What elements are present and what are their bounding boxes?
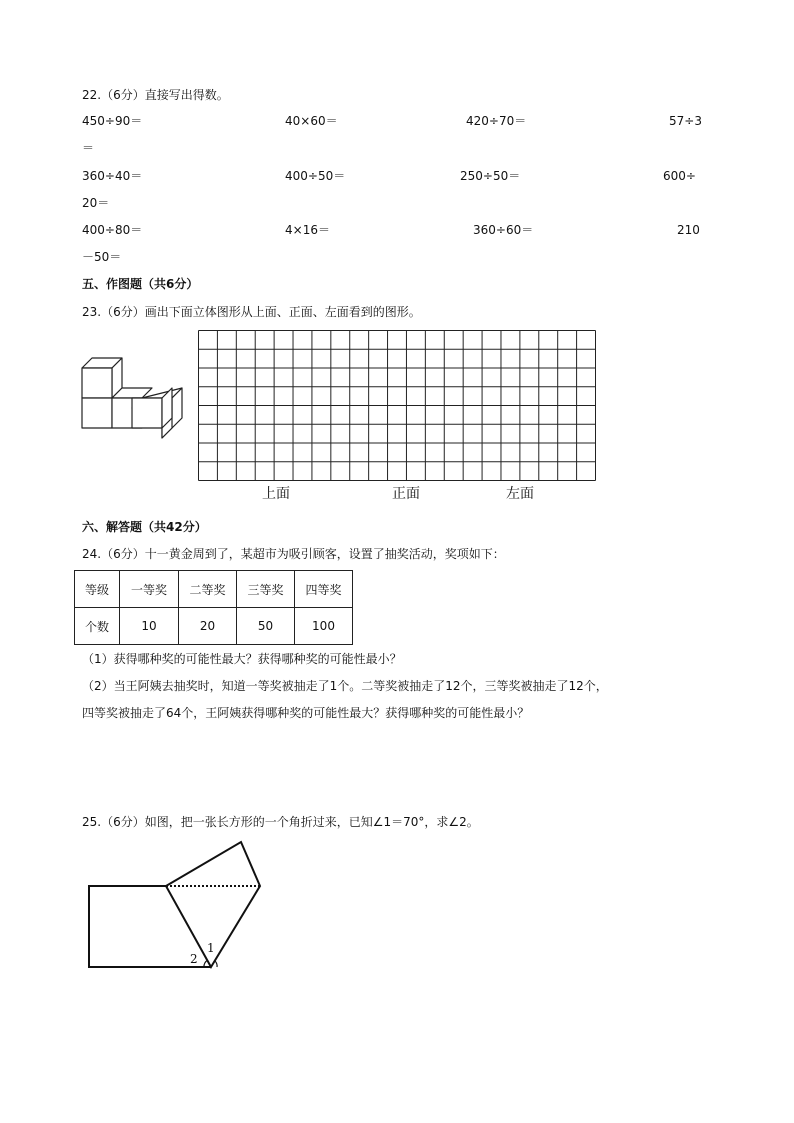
q22-item-wrap: －50＝ xyxy=(82,250,122,264)
cube-figure xyxy=(76,354,191,434)
label-top-view: 上面 xyxy=(262,486,290,502)
q22-item: 210 xyxy=(677,223,700,237)
q22-item: 400÷50＝ xyxy=(285,169,346,183)
q23-title: 23.（6分）画出下面立体图形从上面、正面、左面看到的图形。 xyxy=(82,305,421,319)
table-cell: 三等奖 xyxy=(237,571,295,608)
q25-title: 25.（6分）如图，把一张长方形的一个角折过来，已知∠1＝70°，求∠2。 xyxy=(82,815,479,829)
table-row xyxy=(75,608,353,645)
folded-rectangle-figure xyxy=(86,838,266,973)
drawing-grid xyxy=(198,330,596,481)
q22-item: 600÷ xyxy=(663,169,696,183)
q22-item: 4×16＝ xyxy=(285,223,330,237)
table-cell: 20 xyxy=(179,608,237,645)
angle-2-label: 2 xyxy=(190,952,198,966)
table-cell: 等级 xyxy=(75,571,120,608)
q22-item: 360÷60＝ xyxy=(473,223,534,237)
q22-item: 57÷3 xyxy=(669,114,702,128)
q24-part1: （1）获得哪种奖的可能性最大？获得哪种奖的可能性最小？ xyxy=(82,652,402,666)
q22-item: 420÷70＝ xyxy=(466,114,527,128)
q22-title: 22.（6分）直接写出得数。 xyxy=(82,88,229,102)
q22-item: 40×60＝ xyxy=(285,114,338,128)
section-title: 五、作图题（共6分） xyxy=(82,277,199,291)
table-row xyxy=(75,571,353,608)
q24-title: 24.（6分）十一黄金周到了，某超市为吸引顾客，设置了抽奖活动，奖项如下： xyxy=(82,547,505,561)
table-cell: 个数 xyxy=(75,608,120,645)
label-left-view: 左面 xyxy=(506,486,534,502)
q22-item: 450÷90＝ xyxy=(82,114,143,128)
angle-1-label: 1 xyxy=(207,941,215,955)
table-cell: 二等奖 xyxy=(179,571,237,608)
table-cell: 10 xyxy=(120,608,179,645)
table-cell: 四等奖 xyxy=(295,571,353,608)
section-title: 六、解答题（共42分） xyxy=(82,520,207,534)
table-cell: 一等奖 xyxy=(120,571,179,608)
q22-item: 400÷80＝ xyxy=(82,223,143,237)
prize-table xyxy=(74,570,353,645)
q24-part2-line1: （2）当王阿姨去抽奖时，知道一等奖被抽走了1个。二等奖被抽走了12个，三等奖被抽走了12个， xyxy=(82,679,608,693)
q22-item-wrap: 20＝ xyxy=(82,196,110,210)
label-front-view: 正面 xyxy=(392,486,420,502)
table-cell: 50 xyxy=(237,608,295,645)
q22-item: 250÷50＝ xyxy=(460,169,521,183)
q24-part2-line2: 四等奖被抽走了64个，王阿姨获得哪种奖的可能性最大？获得哪种奖的可能性最小？ xyxy=(82,706,530,720)
q22-item: 360÷40＝ xyxy=(82,169,143,183)
table-cell: 100 xyxy=(295,608,353,645)
q22-item-wrap: ＝ xyxy=(82,141,95,155)
